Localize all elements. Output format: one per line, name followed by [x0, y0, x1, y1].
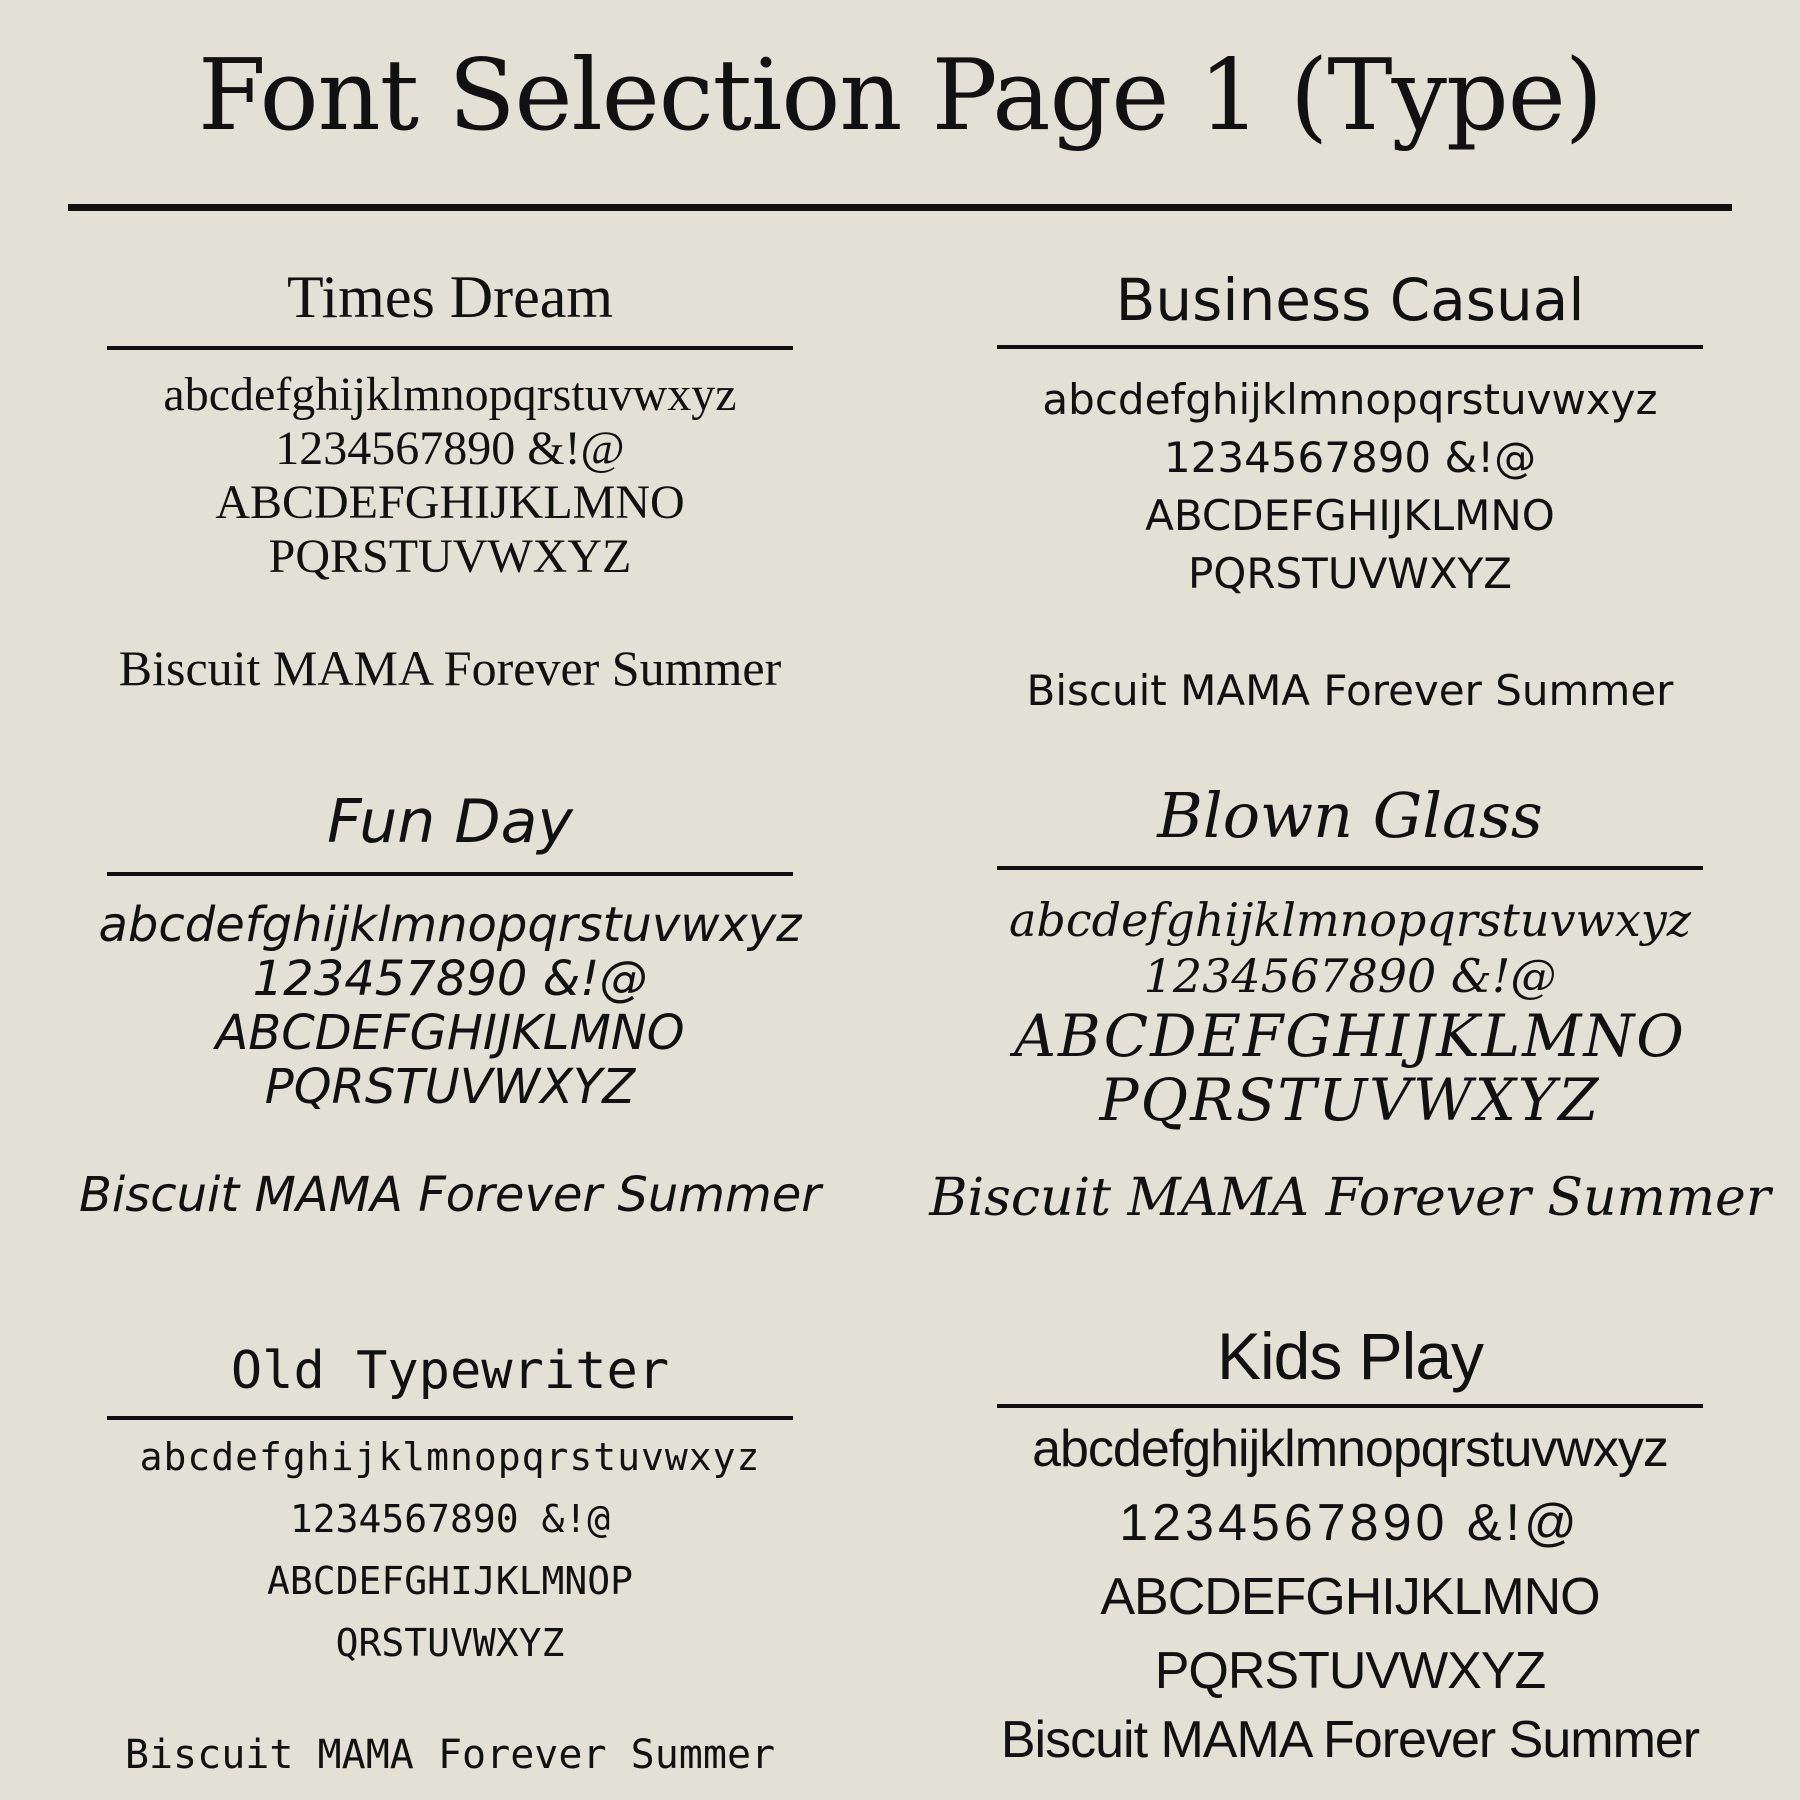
font-block-blown-glass	[920, 780, 1780, 1228]
font-name: Business Casual	[1115, 266, 1585, 334]
title-divider	[68, 204, 1732, 211]
font-name: Old Typewriter	[230, 1341, 670, 1401]
uppercase-sample-1: ABCDEFGHIJKLMNOP	[266, 1559, 634, 1603]
font-name-divider	[997, 345, 1703, 349]
uppercase-sample-1: ABCDEFGHIJKLMNO	[1145, 491, 1555, 540]
font-name: Blown Glass	[1157, 779, 1543, 852]
phrase-sample: Biscuit MAMA Forever Summer	[929, 1168, 1771, 1228]
page-title: Font Selection Page 1 (Type)	[198, 39, 1602, 153]
font-block-times-dream	[60, 262, 840, 698]
font-name-divider	[997, 1404, 1703, 1408]
numbers-sample: 1234567890 &!@	[275, 422, 625, 475]
font-block-old-typewriter	[50, 1340, 850, 1780]
font-name: Times Dream	[286, 264, 614, 330]
lowercase-sample: abcdefghijklmnopqrstuvwxyz	[1008, 893, 1692, 947]
font-name-divider	[107, 872, 793, 876]
numbers-sample: 1234567890 &!@	[1143, 949, 1557, 1003]
numbers-sample: 1234567890 &!@	[1119, 1494, 1581, 1552]
phrase-sample: Biscuit MAMA Forever Summer	[1000, 1711, 1700, 1769]
phrase-sample: Biscuit MAMA Forever Summer	[118, 640, 782, 696]
uppercase-sample-1: ABCDEFGHIJKLMNO	[1014, 1002, 1686, 1070]
lowercase-sample: abcdefghijklmnopqrstuvwxyz	[1042, 375, 1658, 424]
numbers-sample: 1234567890 &!@	[289, 1497, 611, 1541]
font-block-fun-day	[60, 786, 840, 1224]
uppercase-sample-2: PQRSTUVWXYZ	[1187, 549, 1513, 598]
phrase-sample: Biscuit MAMA Forever Summer	[124, 1732, 776, 1778]
phrase-sample: Biscuit MAMA Forever Summer	[78, 1167, 822, 1223]
numbers-sample: 1234567890 &!@	[1163, 433, 1537, 482]
lowercase-sample: abcdefghijklmnopqrstuvwxyz	[98, 897, 802, 953]
font-name-divider	[107, 1416, 793, 1420]
font-name-divider	[997, 866, 1703, 870]
font-block-business-casual	[960, 265, 1740, 719]
uppercase-sample-2: PQRSTUVWXYZ	[268, 530, 632, 583]
font-name: Fun Day	[327, 787, 573, 857]
uppercase-sample-2: PQRSTUVWXYZ	[264, 1059, 636, 1115]
uppercase-sample-2: PQRSTUVWXYZ	[1154, 1642, 1546, 1700]
lowercase-sample: abcdefghijklmnopqrstuvwxyz	[139, 1435, 761, 1479]
font-name-divider	[107, 346, 793, 350]
phrase-sample: Biscuit MAMA Forever Summer	[1026, 666, 1674, 715]
uppercase-sample-2: PQRSTUVWXYZ	[1099, 1066, 1601, 1134]
lowercase-sample: abcdefghijklmnopqrstuvwxyz	[163, 368, 737, 421]
uppercase-sample-1: ABCDEFGHIJKLMNO	[215, 1005, 685, 1061]
lowercase-sample: abcdefghijklmnopqrstuvwxyz	[1032, 1420, 1668, 1478]
font-name: Kids Play	[1216, 1319, 1484, 1393]
uppercase-sample-1: ABCDEFGHIJKLMNO	[215, 476, 685, 529]
uppercase-sample-1: ABCDEFGHIJKLMNO	[1100, 1568, 1600, 1626]
font-block-kids-play	[960, 1318, 1740, 1770]
uppercase-sample-2: QRSTUVWXYZ	[335, 1621, 565, 1665]
numbers-sample: 123457890 &!@	[252, 951, 648, 1007]
